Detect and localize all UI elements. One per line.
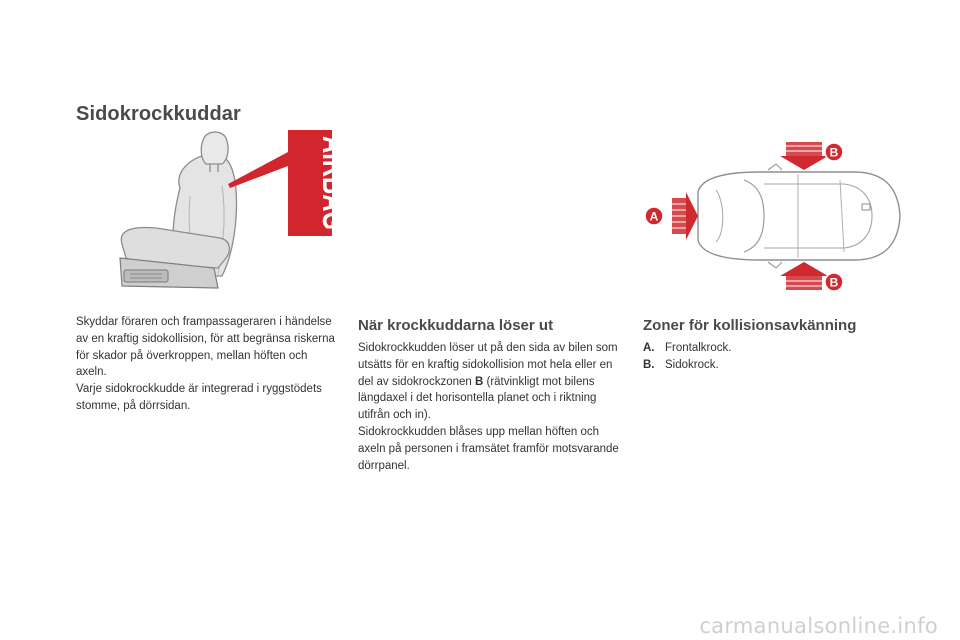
page-title: Sidokrockkuddar: [76, 103, 241, 125]
svg-text:B: B: [829, 275, 839, 290]
zone-item-a: A. Frontalkrock.: [643, 342, 732, 354]
zones-list: [643, 340, 903, 374]
zone-b-top-marker: [825, 143, 843, 161]
deployment-text: [358, 340, 620, 474]
watermark: carmanualsonline.info: [699, 614, 938, 638]
zone-a-marker: [645, 207, 663, 225]
car-outline: [698, 172, 900, 260]
zones-title: Zoner för kollisionsavkänning: [643, 317, 857, 334]
zone-b-reference: B: [474, 375, 484, 388]
zone-b-top-arrow: [780, 142, 828, 170]
zone-b-bottom-marker: [825, 273, 843, 291]
deployment-paragraph-2: Sidokrockkudden blåses upp mellan höften och axeln på personen i framsätet framför motsvarande dörrpanel.: [358, 425, 619, 472]
svg-text:B: B: [829, 145, 839, 160]
zone-a-arrow: [672, 192, 698, 240]
intro-text: [76, 314, 338, 415]
deployment-paragraph-1: Sidokrockkudden löser ut på den sida av bilen som utsätts för en kraftig sidokollision mot hela eller en del av sidokrockzonen B (rätvinkligt mot bilens längdaxel i det horisontella planet och i riktning utifrån och in).: [358, 342, 618, 422]
seat-headrest: [201, 132, 228, 164]
svg-text:A: A: [649, 209, 659, 224]
intro-paragraph-2: Varje sidokrockkudde är integrerad i ryggstödets stomme, på dörrsidan.: [76, 383, 322, 412]
seat-airbag-illustration: [110, 126, 353, 306]
car-collision-zones-diagram: [640, 140, 905, 292]
deployment-title: När krockkuddarna löser ut: [358, 317, 554, 334]
airbag-pointer: [228, 152, 288, 188]
zone-item-b: B. Sidokrock.: [643, 358, 719, 371]
airbag-label: AIRBAG: [316, 136, 353, 267]
zone-b-bottom-arrow: [780, 262, 828, 290]
intro-paragraph-1: Skyddar föraren och frampassageraren i händelse av en kraftig sidokollision, för att begränsa riskerna för skador på överkroppen, mellan höften och axeln.: [76, 316, 335, 379]
